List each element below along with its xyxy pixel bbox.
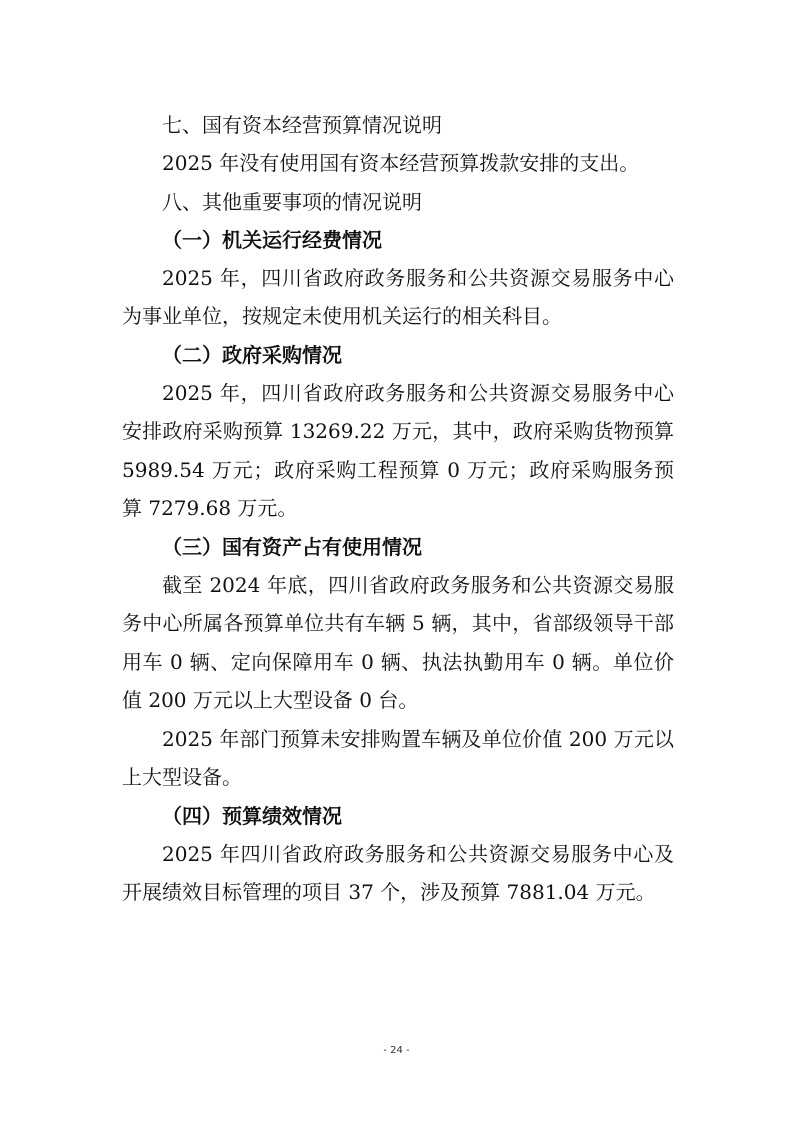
subsection-2-heading: （二）政府采购情况 bbox=[162, 342, 342, 367]
document-body bbox=[122, 106, 674, 912]
subsection-4-heading: （四）预算绩效情况 bbox=[162, 803, 342, 828]
subsection-4-paragraph: 2025 年四川省政府政务服务和公共资源交易服务中心及开展绩效目标管理的项目 37 个，涉及预算 7881.04 万元。 bbox=[122, 841, 674, 904]
subsection-1-paragraph: 2025 年，四川省政府政务服务和公共资源交易服务中心为事业单位，按规定未使用机关运行的相关科目。 bbox=[122, 265, 674, 328]
subsection-2-paragraph: 2025 年，四川省政府政务服务和公共资源交易服务中心安排政府采购预算 13269.22 万元，其中，政府采购货物预算 5989.54 万元；政府采购工程预算 0 万元；政府采购服务预算 7279.68 万元。 bbox=[122, 380, 674, 520]
subsection-3-paragraph-2: 2025 年部门预算未安排购置车辆及单位价值 200 万元以上大型设备。 bbox=[122, 726, 674, 789]
section-8-heading: 八、其他重要事项的情况说明 bbox=[162, 189, 422, 214]
page-number: - 24 - bbox=[383, 1045, 410, 1056]
section-7-heading: 七、国有资本经营预算情况说明 bbox=[162, 113, 442, 137]
section-7-paragraph: 2025 年没有使用国有资本经营预算拨款安排的支出。 bbox=[162, 151, 640, 175]
subsection-3-paragraph-1: 截至 2024 年底，四川省政府政务服务和公共资源交易服务中心所属各预算单位共有车辆 5 辆，其中，省部级领导干部用车 0 辆、定向保障用车 0 辆、执法执勤用车 0 辆。单位价值 200 万元以上大型设备 0 台。 bbox=[122, 572, 674, 712]
subsection-3-heading: （三）国有资产占有使用情况 bbox=[162, 534, 422, 559]
subsection-1-heading: （一）机关运行经费情况 bbox=[162, 227, 382, 252]
